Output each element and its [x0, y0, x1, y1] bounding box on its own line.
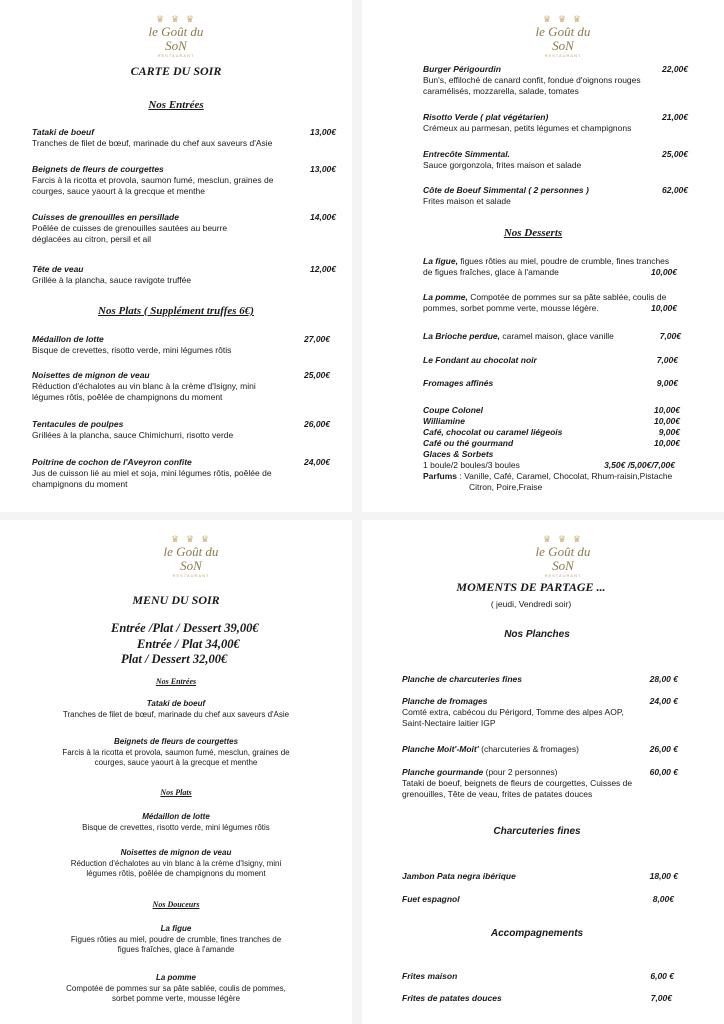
- menu-item: Tentacules de poulpes 26,00€ Grillées à la plancha, sauce Chimichurri, risotto verde: [32, 419, 330, 440]
- plats-heading: Nos Plats ( Supplément truffes 6€): [98, 305, 254, 317]
- accompagnement-item: Frites maison 6,00 €: [402, 971, 674, 981]
- formula-price: Entrée /Plat / Dessert 39,00€: [111, 621, 259, 635]
- dessert-item: La pomme, Compotée de pommes sur sa pâte sablée, coulis de pommes, sorbet pomme verte, mousse légère. 10,00€: [423, 292, 677, 313]
- page-subtitle: ( jeudi, Vendredi soir): [490, 599, 572, 609]
- carte-du-soir-page: [0, 0, 352, 512]
- douceurs-heading: Nos Douceurs: [152, 900, 200, 909]
- planche-item: Planche Moit'-Moit' (charcuteries & fromages) 26,00 €: [402, 744, 678, 754]
- page-title: MOMENTS DE PARTAGE ...: [456, 580, 606, 594]
- planches-heading: Nos Planches: [504, 629, 570, 640]
- entrees-heading: Nos Entrées: [148, 99, 204, 111]
- entrees-heading: Nos Entrées: [155, 677, 197, 686]
- menu-item: Tête de veau 12,00€ Grillée à la plancha, sauce ravigote truffée: [32, 264, 336, 285]
- restaurant-logo: ♛ ♛ ♛ le Goût du SoN RESTAURANT: [141, 16, 211, 48]
- formula-price: Entrée / Plat 34,00€: [137, 637, 240, 651]
- plats-heading: Nos Plats: [160, 788, 192, 797]
- moments-de-partage-page: [362, 520, 724, 1024]
- formula-price: Plat / Dessert 32,00€: [121, 652, 228, 666]
- coupe-item: Williamine 10,00€: [423, 416, 680, 426]
- menu-item: Noisettes de mignon de veau 25,00€ Réduction d'échalotes au vin blanc à la crème d'Isigny, mini légumes rôtis, poêlée de champignons du moment: [32, 370, 330, 402]
- menu-item: Burger Périgourdin 22,00€ Bun's, effiloché de canard confit, fondue d'oignons rouges caramélisés, mozzarella, salade, tomates: [423, 64, 688, 96]
- menu-item: Tataki de boeuf Tranches de filet de bœuf, marinade du chef aux saveurs d'Asie: [62, 699, 290, 719]
- panel-divider-horizontal: [0, 512, 724, 520]
- carte-suite-page: [362, 0, 724, 512]
- menu-item: Risotto Verde ( plat végétarien) 21,00€ Crémeux au parmesan, petits légumes et champignons: [423, 112, 688, 133]
- restaurant-logo: ♛ ♛ ♛ le Goût du SoN RESTAURANT: [156, 536, 226, 568]
- glaces-item: Glaces & Sorbets 1 boule/2 boules/3 boules 3,50€ /5,00€/7,00€ Parfums : Vanille, Café, Caramel, Chocolat, Rhum-raisin,Pistache Citron, Poire,Fraise: [423, 449, 675, 492]
- planche-item: Planche gourmande (pour 2 personnes) 60,00 € Tataki de boeuf, beignets de fleurs de courgettes, Cuisses de grenouilles, Tête de veau, frites de patates douces: [402, 767, 678, 799]
- menu-item: Beignets de fleurs de courgettes 13,00€ Farcis à la ricotta et provola, saumon fumé, mesclun, graines de courges, sauce yaourt à la grecque et menthe: [32, 164, 336, 196]
- menu-du-soir-page: [0, 520, 352, 1024]
- menu-item: Beignets de fleurs de courgettes Farcis à la ricotta et provola, saumon fumé, mesclun, graines de courges, sauce yaourt à la grecque et menthe: [62, 737, 290, 767]
- charcuteries-heading: Charcuteries fines: [493, 826, 581, 837]
- restaurant-logo: ♛ ♛ ♛ le Goût du SoN RESTAURANT: [528, 536, 598, 568]
- menu-item: Poitrine de cochon de l'Aveyron confite 24,00€ Jus de cuisson lié au miel et soja, mini légumes rôtis, poêlée de champignons du moment: [32, 457, 330, 489]
- planche-item: Planche de charcuteries fines 28,00 €: [402, 674, 678, 684]
- accompagnement-item: Frites de patates douces 7,00€: [402, 993, 672, 1003]
- crown-icon: ♛ ♛ ♛: [543, 535, 583, 545]
- planche-item: Planche de fromages 24,00 € Comté extra, cabécou du Périgord, Tomme des alpes AOP, Saint-Nectaire laitier IGP: [402, 696, 678, 728]
- dessert-item: Le Fondant au chocolat noir 7,00€: [423, 355, 678, 365]
- menu-item: Entrecôte Simmental. 25,00€ Sauce gorgonzola, frites maison et salade: [423, 149, 688, 170]
- accompagnements-heading: Accompagnements: [490, 928, 584, 939]
- restaurant-logo: ♛ ♛ ♛ le Goût du SoN RESTAURANT: [528, 16, 598, 48]
- page-title: MENU DU SOIR: [132, 593, 220, 607]
- crown-icon: ♛ ♛ ♛: [171, 535, 211, 545]
- menu-item: Côte de Boeuf Simmental ( 2 personnes ) 62,00€ Frites maison et salade: [423, 185, 688, 206]
- charcuterie-item: Fuet espagnol 8,00€: [402, 894, 674, 904]
- desserts-heading: Nos Desserts: [503, 227, 563, 239]
- menu-item: Noisettes de mignon de veau Réduction d'échalotes au vin blanc à la crème d'Isigny, mini légumes rôtis, poêlée de champignons du moment: [70, 848, 282, 878]
- coupe-item: Café ou thé gourmand 10,00€: [423, 438, 680, 448]
- crown-icon: ♛ ♛ ♛: [156, 15, 196, 25]
- charcuterie-item: Jambon Pata negra ibérique 18,00 €: [402, 871, 678, 881]
- crown-icon: ♛ ♛ ♛: [543, 15, 583, 25]
- coupe-item: Coupe Colonel 10,00€: [423, 405, 680, 415]
- dessert-item: La Brioche perdue, caramel maison, glace vanille 7,00€: [423, 331, 681, 341]
- coupe-item: Café, chocolat ou caramel liégeois 9,00€: [423, 427, 680, 437]
- menu-item: Tataki de boeuf 13,00€ Tranches de filet de bœuf, marinade du chef aux saveurs d'Asie: [32, 127, 336, 148]
- dessert-item: Fromages affinés 9,00€: [423, 378, 678, 388]
- dessert-item: La figue, figues rôties au miel, poudre de crumble, fines tranches de figues fraîches, glace à l'amande 10,00€: [423, 256, 677, 277]
- menu-item: La pomme Compotée de pommes sur sa pâte sablée, coulis de pommes, sorbet pomme verte, mousse légère: [66, 973, 286, 1003]
- page-title: CARTE DU SOIR: [130, 64, 222, 78]
- menu-item: Médaillon de lotte Bisque de crevettes, risotto verde, mini légumes rôtis: [82, 812, 270, 832]
- menu-item: Médaillon de lotte 27,00€ Bisque de crevettes, risotto verde, mini légumes rôtis: [32, 334, 330, 355]
- menu-item: Cuisses de grenouilles en persillade 14,00€ Poêlée de cuisses de grenouilles sautées au beurre déglacées au citron, persil et ail: [32, 212, 336, 244]
- menu-item: La figue Figues rôties au miel, poudre de crumble, fines tranches de figues fraîches, glace à l'amande: [70, 924, 282, 954]
